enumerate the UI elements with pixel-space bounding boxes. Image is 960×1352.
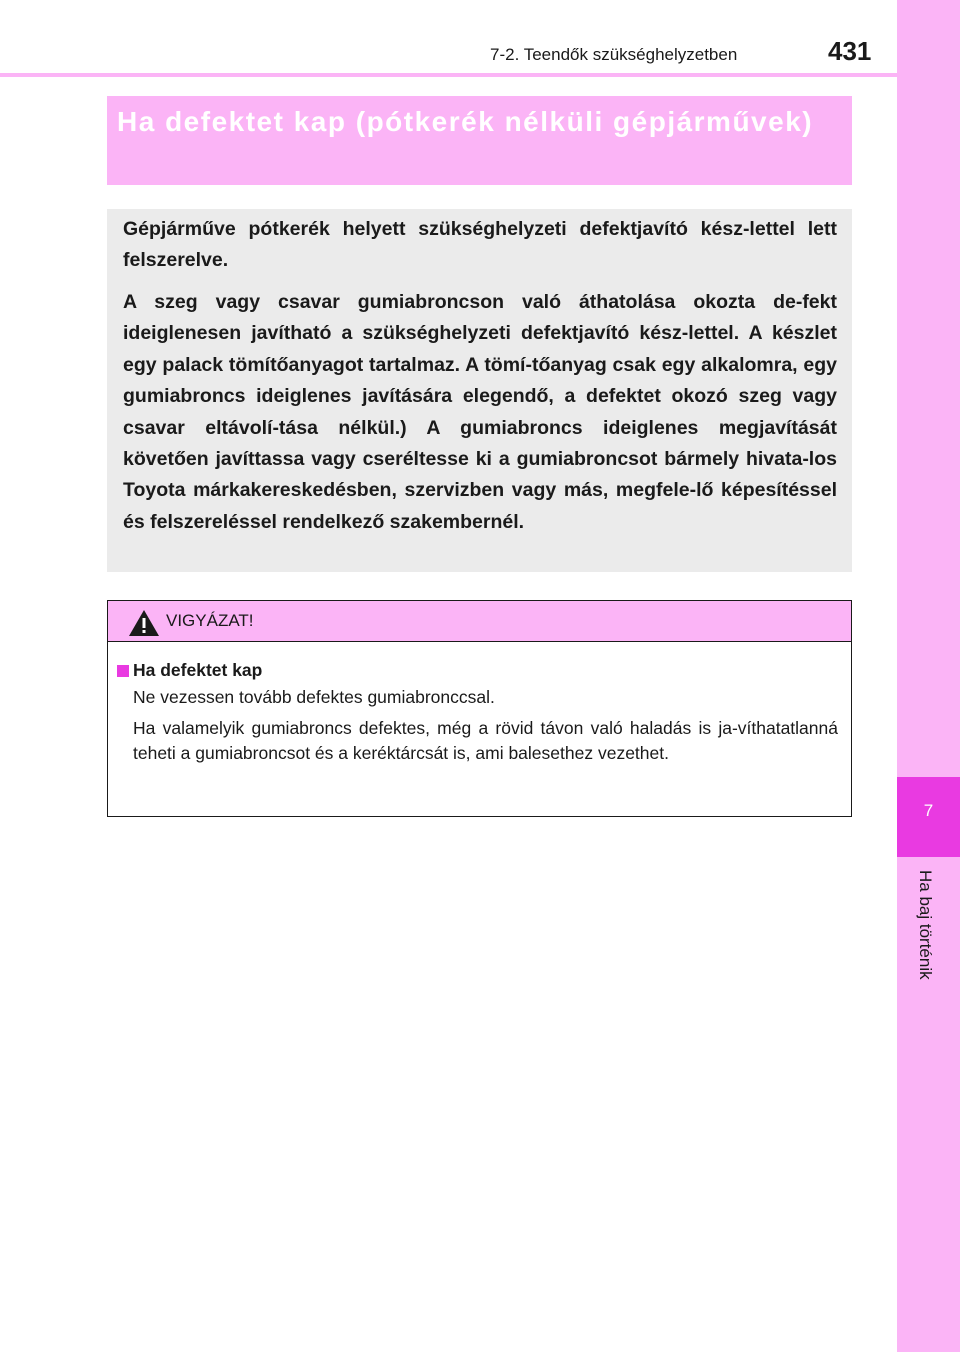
bullet-square-icon xyxy=(117,665,129,677)
intro-paragraph-2: A szeg vagy csavar gumiabroncson való áthatolása okozta de-fekt ideiglenesen javítható a szükséghelyzeti defektjavító kész-lettel. A készlet egy palack tömítőanyagot tartalmaz. A tömí-tőanyag csak egy alkalomra, egy gumiabroncs ideiglenes javítására elegendő, a defektet okozó szeg vagy csavar eltávolí-tása nélkül.) A gumiabroncs ideiglenes megjavítását követően javíttassa vagy cseréltesse ki a gumiabroncsot bármely hivata-los Toyota márkakereskedésben, szervizben vagy más, megfele-lő képesítéssel és felszereléssel rendelkező szakembernél. xyxy=(123,291,837,533)
chapter-side-tab xyxy=(897,0,960,1352)
warning-box xyxy=(107,600,852,817)
chapter-label: Ha baj történik xyxy=(916,870,935,980)
section-title: 7-2. Teendők szükséghelyzetben xyxy=(490,45,738,64)
page-number: 431 xyxy=(828,36,872,66)
warning-label: VIGYÁZAT! xyxy=(166,611,254,630)
title-band xyxy=(107,96,852,185)
warning-text-1: Ne vezessen tovább defektes gumiabronccsal. xyxy=(133,687,495,707)
warning-heading: Ha defektet kap xyxy=(133,660,263,680)
warning-triangle-icon xyxy=(128,609,160,637)
page-title: Ha defektet kap (pótkerék nélküli gépjárművek) xyxy=(117,106,814,137)
chapter-number: 7 xyxy=(923,801,934,820)
warning-header xyxy=(108,601,851,642)
chapter-number-box xyxy=(897,777,960,857)
intro-box xyxy=(107,209,852,572)
intro-paragraph-1: Gépjárműve pótkerék helyett szükséghelyzeti defektjavító kész-lettel lett felszerelve. xyxy=(123,218,837,272)
header-rule xyxy=(0,73,897,77)
warning-text-2: Ha valamelyik gumiabroncs defektes, még a rövid távon való haladás is ja-víthatatlanná teheti a gumiabroncsot és a keréktárcsát is, ami balesethez vezethet. xyxy=(133,718,838,763)
